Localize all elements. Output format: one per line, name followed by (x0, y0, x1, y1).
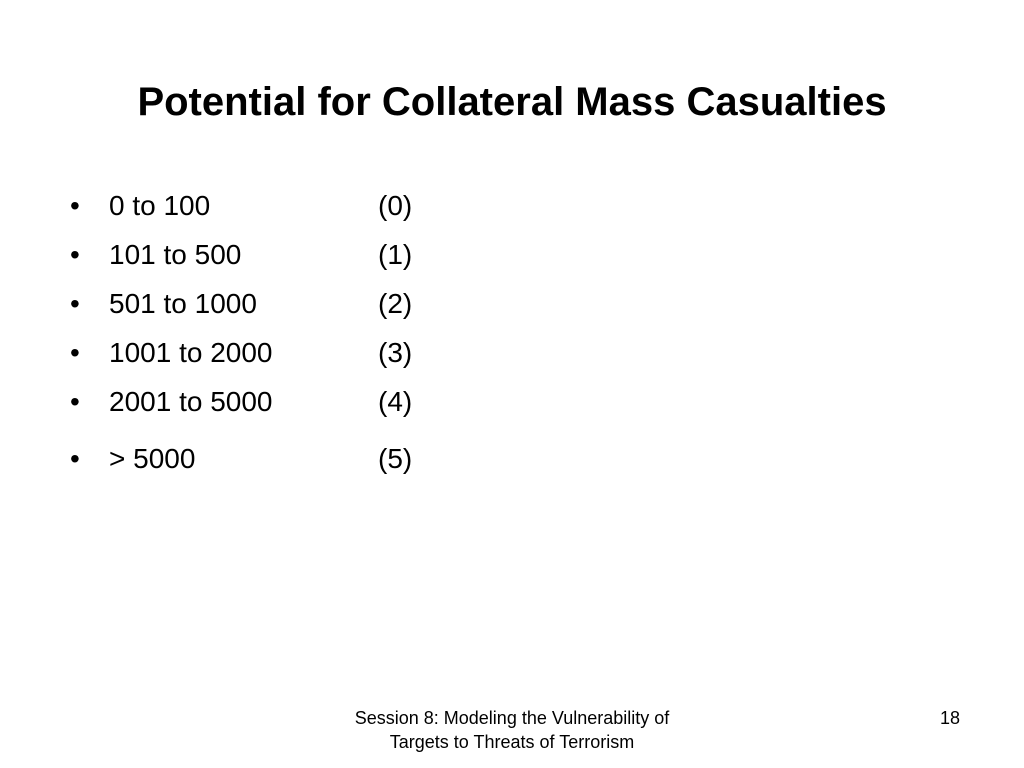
score-value: (3) (378, 337, 413, 368)
bullet-icon: • (70, 337, 80, 368)
score-value: (4) (378, 386, 413, 417)
score-value: (2) (378, 288, 413, 319)
casualty-range: 0 to 100 (109, 190, 211, 221)
casualty-range: 2001 to 5000 (109, 386, 273, 417)
slide-title: Potential for Collateral Mass Casualties (137, 80, 887, 124)
bullet-icon: • (70, 288, 80, 319)
casualty-range: 1001 to 2000 (109, 337, 273, 368)
slide-footer: Session 8: Modeling the Vulnerability of Targets to Threats of Terrorism (354, 708, 670, 752)
page-number: 18 (939, 708, 961, 728)
score-value: (0) (378, 190, 413, 221)
bullet-icon: • (70, 386, 80, 417)
bullet-icon: • (70, 190, 80, 221)
bullet-icon: • (70, 443, 80, 474)
bullet-icon: • (70, 239, 80, 270)
casualty-range: 101 to 500 (109, 239, 242, 270)
score-value: (5) (378, 443, 413, 474)
casualty-range: 501 to 1000 (109, 288, 257, 319)
casualty-range: > 5000 (109, 443, 196, 474)
score-value: (1) (378, 239, 413, 270)
